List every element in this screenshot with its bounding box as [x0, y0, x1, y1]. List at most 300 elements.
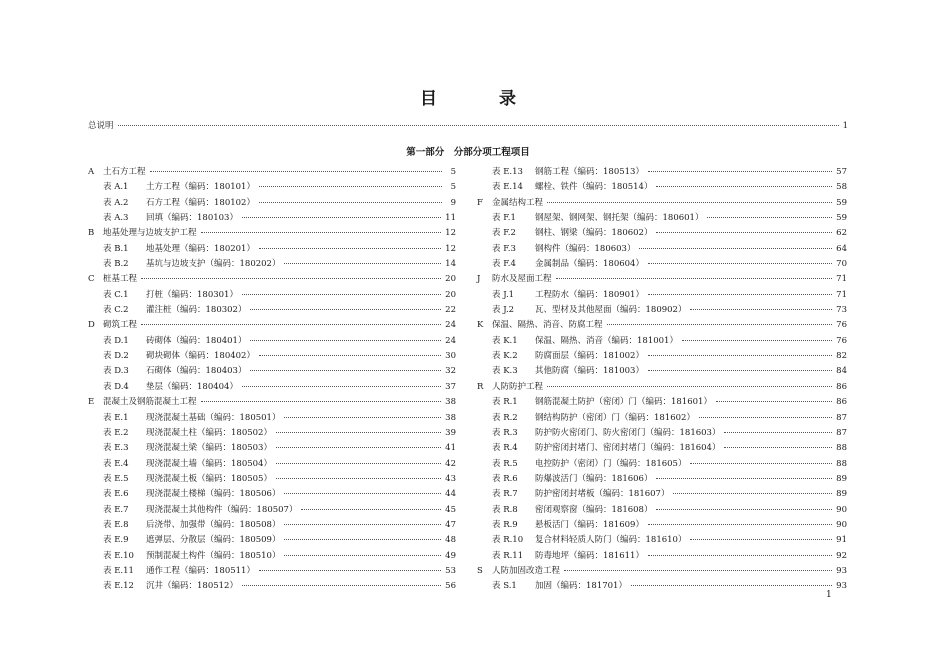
toc-page-number: 57 [836, 167, 847, 177]
toc-page-number: 73 [836, 305, 847, 316]
toc-item-row[interactable] [477, 395, 847, 410]
toc-item-row[interactable] [88, 564, 456, 579]
toc-entry-label: 混凝土及钢筋混凝土工程 [103, 397, 197, 408]
toc-table-number: 表 E.6 [103, 489, 129, 500]
toc-item-row[interactable] [477, 303, 847, 318]
toc-item-row[interactable] [88, 518, 456, 533]
leader-dots [631, 585, 832, 586]
toc-entry-label: 现浇混凝土柱（编码：180502） [146, 427, 272, 438]
toc-section-row[interactable] [88, 226, 456, 241]
leader-dots [648, 263, 832, 264]
toc-section-row[interactable] [88, 165, 456, 180]
toc-table-number: 表 E.13 [492, 167, 523, 177]
toc-page-number: 49 [445, 550, 456, 561]
leader-dots [259, 355, 441, 356]
toc-entry-title [477, 334, 678, 349]
toc-page-number: 37 [445, 381, 456, 392]
leader-dots [250, 340, 441, 341]
leader-dots [250, 370, 441, 371]
toc-table-number: 表 K.3 [492, 366, 518, 377]
toc-entry-label: 基坑与边坡支护（编码：180202） [146, 259, 281, 270]
toc-item-row[interactable] [88, 441, 456, 456]
toc-page-number: 88 [836, 443, 847, 454]
toc-table-number: 表 B.2 [103, 259, 129, 270]
toc-entry-label: 瓦、型材及其他屋面（编码：180902） [535, 305, 687, 316]
toc-table-number: 表 E.2 [103, 427, 129, 438]
toc-entry-title [88, 380, 238, 395]
toc-entry-title [88, 441, 272, 456]
toc-entry-label: 钢筋混凝土防护（密闭）门（编码：181601） [535, 397, 712, 408]
toc-entry-label: 砖砌体（编码：180401） [146, 335, 247, 346]
toc-item-row[interactable] [477, 503, 847, 518]
toc-page-number: 92 [836, 550, 847, 561]
leader-dots [284, 493, 441, 494]
toc-entry-title [477, 549, 644, 564]
toc-page-number: 53 [445, 565, 456, 576]
toc-item-row[interactable] [477, 518, 847, 533]
toc-table-number: 表 R.3 [492, 427, 518, 438]
toc-page-number: 90 [836, 519, 847, 530]
title-char-2: 录 [499, 89, 516, 109]
toc-page-number: 5 [450, 182, 456, 193]
toc-table-number: 表 D.2 [103, 351, 129, 362]
toc-summary-page: 1 [842, 121, 848, 131]
toc-entry-label: 地基处理与边坡支护工程 [103, 228, 197, 239]
leader-dots [284, 263, 441, 264]
toc-page-number: 38 [445, 397, 456, 408]
toc-page-number: 5 [450, 167, 456, 177]
toc-entry-label: 防爆波活门（编码：181606） [535, 473, 653, 484]
toc-entry-title [88, 288, 238, 303]
toc-entry-title [88, 334, 246, 349]
leader-dots [250, 309, 441, 310]
toc-entry-label: 保温、隔热、消音（编码：181001） [535, 335, 678, 346]
toc-entry-title [477, 472, 652, 487]
toc-item-row[interactable] [88, 503, 456, 518]
toc-entry-label: 防腐面层（编码：181002） [535, 351, 644, 362]
toc-entry-label: 防护密闭封堵门、密闭封堵门（编码：181604） [535, 443, 721, 454]
toc-item-row[interactable] [88, 303, 456, 318]
toc-section-row[interactable] [477, 380, 847, 395]
toc-section-code: K [477, 320, 484, 331]
toc-table-number: 表 C.1 [103, 289, 129, 300]
toc-table-number: 表 D.1 [103, 335, 129, 346]
leader-dots [259, 248, 441, 249]
toc-section-code: F [477, 197, 483, 208]
toc-entry-label: 打桩（编码：180301） [146, 289, 238, 300]
toc-item-row[interactable] [88, 411, 456, 426]
toc-page-number: 56 [445, 581, 456, 592]
toc-item-row[interactable] [88, 242, 456, 257]
toc-entry-title [477, 533, 686, 548]
toc-table-number: 表 R.9 [492, 519, 518, 530]
leader-dots [141, 278, 441, 279]
toc-entry-title [477, 196, 543, 211]
toc-page-number: 38 [445, 412, 456, 423]
toc-entry-title [88, 242, 255, 257]
toc-entry-title [477, 349, 644, 364]
toc-entry-label: 电控防护（密闭）门（编码：181605） [535, 458, 687, 469]
toc-item-row[interactable] [477, 211, 847, 226]
toc-table-number: 表 J.1 [492, 289, 515, 300]
toc-entry-label: 现浇混凝土基础（编码：180501） [146, 412, 281, 423]
toc-entry-label: 其他防腐（编码：181003） [535, 366, 644, 377]
toc-page-number: 91 [836, 535, 847, 546]
toc-entry-title [88, 411, 280, 426]
toc-table-number: 表 R.2 [492, 412, 518, 423]
toc-table-number: 表 R.11 [492, 550, 524, 561]
toc-item-row[interactable] [477, 257, 847, 272]
toc-entry-title [88, 503, 297, 518]
toc-page-number: 48 [445, 535, 456, 546]
leader-dots [699, 417, 832, 418]
toc-item-row[interactable] [477, 349, 847, 364]
toc-entry-label: 保温、隔热、消音、防腐工程 [492, 320, 603, 331]
toc-entry-label: 土石方工程 [103, 167, 146, 177]
toc-item-row[interactable] [88, 288, 456, 303]
toc-entry-title [477, 272, 552, 287]
toc-page-number: 71 [836, 289, 847, 300]
toc-entry-label: 回填（编码：180103） [146, 213, 238, 224]
toc-table-number: 表 E.12 [103, 581, 134, 592]
toc-entry-label: 工程防水（编码：180901） [535, 289, 644, 300]
toc-entry-label: 沉井（编码：180512） [146, 581, 238, 592]
leader-dots [242, 217, 441, 218]
toc-entry-label: 螺栓、铁件（编码：180514） [535, 182, 653, 193]
toc-entry-label: 石方工程（编码：180102） [146, 197, 255, 208]
toc-table-number: 表 R.1 [492, 397, 518, 408]
toc-table-number: 表 B.1 [103, 243, 129, 254]
leader-dots [648, 370, 832, 371]
toc-entry-title [477, 518, 644, 533]
toc-table-number: 表 E.4 [103, 458, 129, 469]
toc-entry-title [88, 579, 238, 594]
toc-entry-title [477, 242, 635, 257]
leader-dots [259, 570, 441, 571]
toc-page-number: 89 [836, 473, 847, 484]
toc-entry-title [477, 318, 603, 333]
leader-dots [690, 463, 832, 464]
toc-entry-label: 后浇带、加强带（编码：180508） [146, 519, 281, 530]
toc-table-number: 表 E.10 [103, 550, 134, 561]
toc-entry-label: 金属制品（编码：180604） [535, 259, 644, 270]
toc-entry-label: 金属结构工程 [492, 197, 544, 208]
leader-dots [276, 478, 441, 479]
toc-entry-label: 灌注桩（编码：180302） [146, 305, 247, 316]
toc-table-number: 表 E.5 [103, 473, 129, 484]
toc-section-code: D [88, 320, 95, 331]
toc-entry-label: 砌块砌体（编码：180402） [146, 351, 255, 362]
toc-entry-label: 现浇混凝土楼梯（编码：180506） [146, 489, 281, 500]
leader-dots [690, 539, 832, 540]
leader-dots [648, 294, 832, 295]
toc-page-number: 24 [445, 320, 456, 331]
leader-dots [276, 463, 441, 464]
toc-page-number: 22 [445, 305, 456, 316]
toc-section-code: A [88, 167, 95, 177]
toc-entry-label: 现浇混凝土板（编码：180505） [146, 473, 272, 484]
toc-section-code: B [88, 228, 95, 239]
toc-page-number: 42 [445, 458, 456, 469]
toc-page-number: 89 [836, 489, 847, 500]
toc-entry-title [88, 487, 280, 502]
leader-dots [648, 555, 832, 556]
toc-table-number: 表 A.2 [103, 197, 129, 208]
toc-entry-title [477, 380, 543, 395]
toc-entry-title [88, 364, 246, 379]
page-title [0, 84, 936, 109]
toc-section-row[interactable] [88, 395, 456, 410]
toc-section-row[interactable] [477, 564, 847, 579]
toc-item-row[interactable] [477, 242, 847, 257]
toc-section-row[interactable] [477, 272, 847, 287]
toc-item-row[interactable] [477, 165, 847, 180]
toc-entry-title [477, 288, 644, 303]
leader-dots [242, 386, 441, 387]
leader-dots [724, 432, 832, 433]
toc-page-number: 39 [445, 427, 456, 438]
toc-page-number: 87 [836, 412, 847, 423]
toc-entry-title [477, 411, 695, 426]
leader-dots [639, 248, 832, 249]
leader-dots [673, 493, 832, 494]
toc-table-number: 表 R.10 [492, 535, 524, 546]
toc-page-number: 93 [836, 565, 847, 576]
leader-dots [301, 509, 441, 510]
toc-summary-label: 总说明 [88, 121, 114, 131]
toc-entry-label: 防毒地坪（编码：181611） [535, 550, 644, 561]
toc-entry-title [477, 226, 652, 241]
leader-dots [284, 524, 441, 525]
toc-page-number: 59 [836, 213, 847, 224]
toc-entry-label: 悬板活门（编码：181609） [535, 519, 644, 530]
toc-entry-label: 现浇混凝土墙（编码：180504） [146, 458, 272, 469]
toc-item-row[interactable] [477, 533, 847, 548]
toc-entry-title [477, 441, 720, 456]
toc-item-row[interactable] [88, 426, 456, 441]
toc-table-number: 表 E.8 [103, 519, 129, 530]
toc-page-number: 32 [445, 366, 456, 377]
toc-entry-title [88, 180, 255, 195]
leader-dots [259, 186, 442, 187]
toc-entry-title [477, 257, 644, 272]
toc-table-number: 表 R.8 [492, 504, 518, 515]
toc-entry-label: 砌筑工程 [103, 320, 138, 331]
toc-page-number: 47 [445, 519, 456, 530]
toc-item-row[interactable] [477, 426, 847, 441]
toc-page-number: 20 [445, 289, 456, 300]
toc-entry-title [88, 165, 146, 180]
toc-table-number: 表 C.2 [103, 305, 129, 316]
toc-entry-title [477, 426, 720, 441]
toc-item-row[interactable] [477, 334, 847, 349]
leader-dots [690, 309, 832, 310]
toc-page-number: 76 [836, 320, 847, 331]
toc-item-row[interactable] [477, 180, 847, 195]
leader-dots [656, 232, 832, 233]
toc-section-row[interactable] [88, 272, 456, 287]
toc-entry-title [88, 226, 197, 241]
toc-page-number: 88 [836, 458, 847, 469]
toc-entry-label: 遮弹层、分散层（编码：180509） [146, 535, 281, 546]
toc-page-number: 9 [450, 197, 456, 208]
toc-entry-title [88, 196, 255, 211]
toc-page-number: 45 [445, 504, 456, 515]
toc-entry-title [477, 180, 652, 195]
toc-section-row[interactable] [88, 318, 456, 333]
toc-entry-label: 钢屋架、钢网架、钢托架（编码：180601） [535, 213, 704, 224]
toc-entry-label: 地基处理（编码：180201） [146, 243, 255, 254]
leader-dots [201, 232, 442, 233]
toc-page-number: 11 [445, 213, 456, 224]
toc-entry-title [477, 503, 652, 518]
toc-entry-title [88, 457, 272, 472]
toc-entry-title [477, 165, 644, 180]
toc-page-number: 12 [445, 228, 456, 239]
toc-entry-label: 钢构件（编码：180603） [535, 243, 636, 254]
page-number: 1 [826, 590, 832, 600]
leader-dots [284, 539, 441, 540]
toc-page-number: 76 [836, 335, 847, 346]
leader-dots [259, 202, 442, 203]
toc-entry-title [88, 318, 137, 333]
toc-entry-title [88, 426, 272, 441]
toc-entry-label: 现浇混凝土梁（编码：180503） [146, 443, 272, 454]
toc-table-number: 表 D.4 [103, 381, 129, 392]
toc-item-row[interactable] [88, 364, 456, 379]
toc-item-row[interactable] [88, 211, 456, 226]
leader-dots [716, 401, 832, 402]
toc-entry-label: 防护密闭封堵板（编码：181607） [535, 489, 670, 500]
toc-item-row[interactable] [477, 364, 847, 379]
toc-item-row[interactable] [88, 180, 456, 195]
toc-entry-title [477, 457, 686, 472]
toc-page-number: 87 [836, 427, 847, 438]
leader-dots [564, 570, 832, 571]
toc-item-row[interactable] [477, 288, 847, 303]
toc-entry-label: 现浇混凝土其他构件（编码：180507） [146, 504, 298, 515]
toc-section-code: J [477, 274, 481, 285]
toc-item-row[interactable] [477, 441, 847, 456]
toc-entry-title [477, 487, 669, 502]
toc-item-row[interactable] [477, 226, 847, 241]
toc-table-number: 表 E.14 [492, 182, 523, 193]
toc-entry-title [88, 257, 280, 272]
leader-dots [724, 447, 832, 448]
toc-page-number: 86 [836, 397, 847, 408]
toc-item-row[interactable] [88, 196, 456, 211]
leader-dots [656, 186, 832, 187]
leader-dots [276, 447, 441, 448]
toc-table-number: 表 E.7 [103, 504, 129, 515]
toc-page-number: 20 [445, 274, 456, 285]
toc-table-number: 表 D.3 [103, 366, 129, 377]
leader-dots [242, 294, 441, 295]
toc-table-number: 表 E.11 [103, 565, 134, 576]
toc-table-number: 表 A.1 [103, 182, 129, 193]
toc-item-row[interactable] [88, 349, 456, 364]
toc-section-row[interactable] [477, 318, 847, 333]
toc-item-row[interactable] [88, 334, 456, 349]
toc-entry-label: 防护防火密闭门、防火密闭门（编码：181603） [535, 427, 721, 438]
toc-table-number: 表 F.2 [492, 228, 516, 239]
toc-page-number: 58 [836, 182, 847, 193]
toc-entry-title [88, 272, 137, 287]
toc-page-number: 93 [836, 581, 847, 592]
leader-dots [547, 386, 832, 387]
toc-entry-label: 钢结构防护（密闭）门（编码：181602） [535, 412, 695, 423]
toc-entry-title [88, 472, 272, 487]
toc-table-number: 表 F.1 [492, 213, 516, 224]
leader-dots [648, 524, 832, 525]
toc-page-number: 86 [836, 381, 847, 392]
toc-section-row[interactable] [477, 196, 847, 211]
toc-page-number: 70 [836, 259, 847, 270]
toc-table-number: 表 K.1 [492, 335, 518, 346]
toc-entry-label: 预制混凝土构件（编码：180510） [146, 550, 281, 561]
toc-table-number: 表 R.5 [492, 458, 518, 469]
toc-item-row[interactable] [88, 533, 456, 548]
toc-item-row[interactable] [88, 549, 456, 564]
toc-item-row[interactable] [477, 457, 847, 472]
toc-item-row[interactable] [88, 472, 456, 487]
toc-item-row[interactable] [88, 257, 456, 272]
toc-table-number: 表 E.1 [103, 412, 129, 423]
toc-entry-title [88, 395, 197, 410]
leader-dots [284, 417, 441, 418]
toc-summary-row[interactable] [88, 119, 848, 131]
part-heading: 第一部分 分部分项工程项目 [406, 147, 530, 158]
toc-entry-label: 桩基工程 [103, 274, 138, 285]
leader-dots [547, 202, 832, 203]
toc-item-row[interactable] [88, 487, 456, 502]
toc-section-code: R [477, 381, 484, 392]
toc-entry-title [477, 395, 712, 410]
toc-page-number: 82 [836, 351, 847, 362]
toc-table-number: 表 K.2 [492, 351, 518, 362]
title-char-1: 目 [420, 89, 437, 109]
toc-entry-label: 人防加固改造工程 [492, 565, 561, 576]
toc-item-row[interactable] [88, 457, 456, 472]
toc-entry-title [477, 211, 703, 226]
toc-item-row[interactable] [477, 487, 847, 502]
toc-item-row[interactable] [477, 549, 847, 564]
toc-item-row[interactable] [88, 579, 456, 594]
toc-table-number: 表 F.4 [492, 259, 516, 270]
toc-item-row[interactable] [88, 380, 456, 395]
toc-entry-title [88, 349, 255, 364]
toc-table-number: 表 J.2 [492, 305, 515, 316]
toc-item-row[interactable] [477, 472, 847, 487]
toc-table-number: 表 A.3 [103, 213, 129, 224]
toc-entry-label: 土方工程（编码：180101） [146, 182, 255, 193]
toc-section-code: C [88, 274, 95, 285]
toc-item-row[interactable] [477, 411, 847, 426]
toc-entry-label: 通作工程（编码：180511） [146, 565, 255, 576]
leader-dots [284, 555, 441, 556]
toc-page-number: 14 [445, 259, 456, 270]
toc-entry-label: 加固（编码：181701） [535, 581, 627, 592]
leader-dots [150, 171, 442, 172]
toc-table-number: 表 R.7 [492, 489, 518, 500]
toc-page-number: 64 [836, 243, 847, 254]
toc-entry-label: 复合材料轻质人防门（编码：181610） [535, 535, 687, 546]
toc-entry-label: 密闭观察窗（编码：181608） [535, 504, 653, 515]
toc-entry-label: 垫层（编码：180404） [146, 381, 238, 392]
toc-page-number: 41 [445, 443, 456, 454]
toc-item-row[interactable] [477, 579, 847, 594]
toc-page-number: 44 [445, 489, 456, 500]
